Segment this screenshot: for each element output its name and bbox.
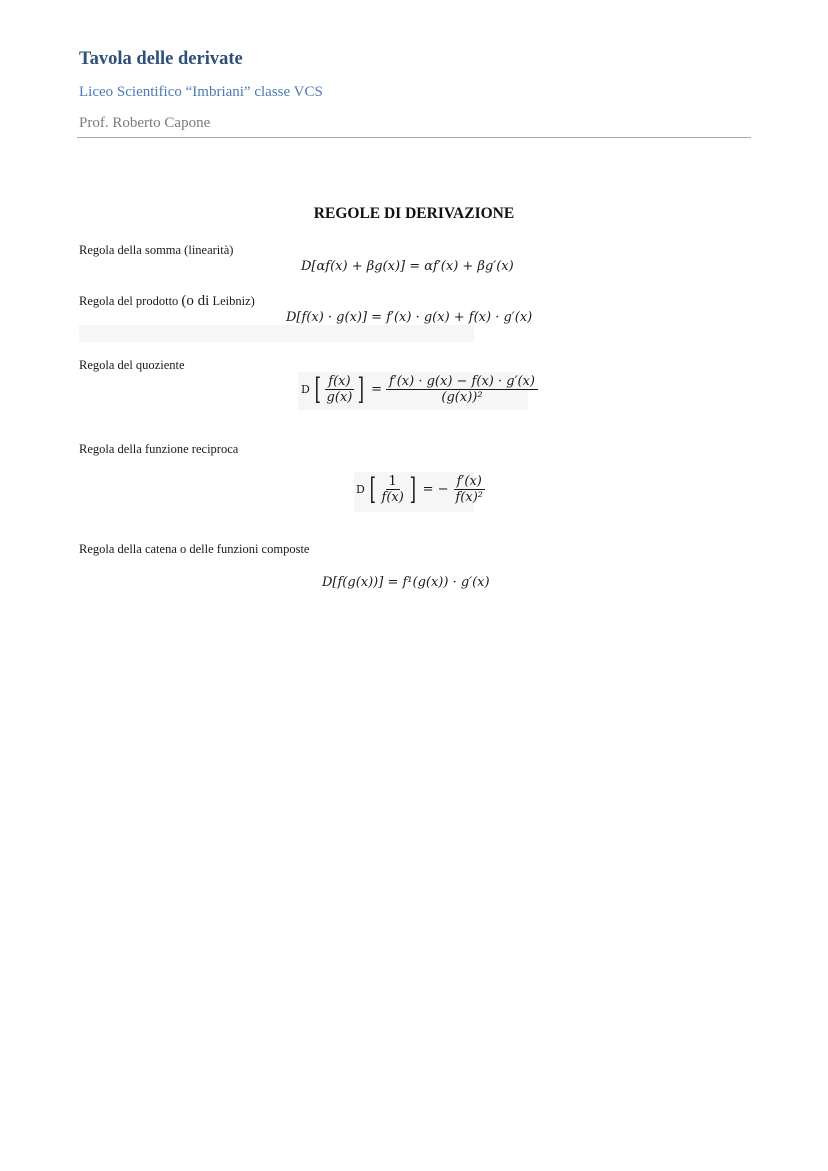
header-divider xyxy=(77,137,751,138)
rule-label-chain: Regola della catena o delle funzioni composte xyxy=(79,542,310,556)
rule-label-product-tail: Leibniz) xyxy=(209,294,255,308)
lhs-numerator: 1 xyxy=(386,474,400,490)
document-title: Tavola delle derivate xyxy=(79,49,243,69)
section-heading xyxy=(0,205,828,223)
lhs-denominator: g(x) xyxy=(326,390,353,405)
derivative-operator: D xyxy=(301,383,310,396)
document-subtitle: Liceo Scientifico “Imbriani” classe VCS xyxy=(79,84,323,100)
formula-product: D[f(x) · g(x)] = f′(x) · g(x) + f(x) · g′(x) xyxy=(286,310,533,325)
rule-label-product xyxy=(79,293,255,310)
lhs-fraction xyxy=(324,374,356,405)
lhs-fraction xyxy=(379,474,407,505)
rule-label-quotient: Regola del quoziente xyxy=(79,358,185,372)
lhs-numerator: f(x) xyxy=(325,374,353,390)
rhs-denominator: f(x)² xyxy=(455,490,483,505)
equals-sign: = xyxy=(371,382,382,397)
derivative-operator: D xyxy=(356,483,365,496)
formula-reciprocal xyxy=(356,471,486,507)
lhs-denominator: f(x) xyxy=(381,490,404,505)
document-author: Prof. Roberto Capone xyxy=(79,115,211,131)
right-bracket: ] xyxy=(357,371,365,407)
formula-sum: D[αf(x) + βg(x)] = αf′(x) + βg′(x) xyxy=(301,259,514,274)
left-bracket: [ xyxy=(369,471,376,507)
section-heading-text: REGOLE DI DERIVAZIONE xyxy=(313,205,515,222)
right-bracket: ] xyxy=(409,471,416,507)
rhs-fraction xyxy=(452,474,486,505)
rule-label-reciprocal: Regola della funzione reciproca xyxy=(79,442,239,456)
rhs-fraction xyxy=(386,374,538,405)
rule-label-sum: Regola della somma (linearità) xyxy=(79,243,234,257)
rhs-numerator: f′(x) xyxy=(454,474,485,490)
rule-label-product-large: (o di xyxy=(181,293,210,309)
rhs-denominator: (g(x))² xyxy=(441,390,483,405)
left-bracket: [ xyxy=(314,371,321,407)
formula-chain: D[f(g(x))] = f¹(g(x)) · g′(x) xyxy=(322,575,490,590)
rhs-numerator: f′(x) · g(x) − f(x) · g′(x) xyxy=(386,374,538,390)
rule-label-product-main: Regola del prodotto xyxy=(79,294,182,308)
equals-minus-sign: = − xyxy=(422,482,449,497)
shaded-band xyxy=(79,325,474,342)
formula-quotient xyxy=(301,371,538,407)
